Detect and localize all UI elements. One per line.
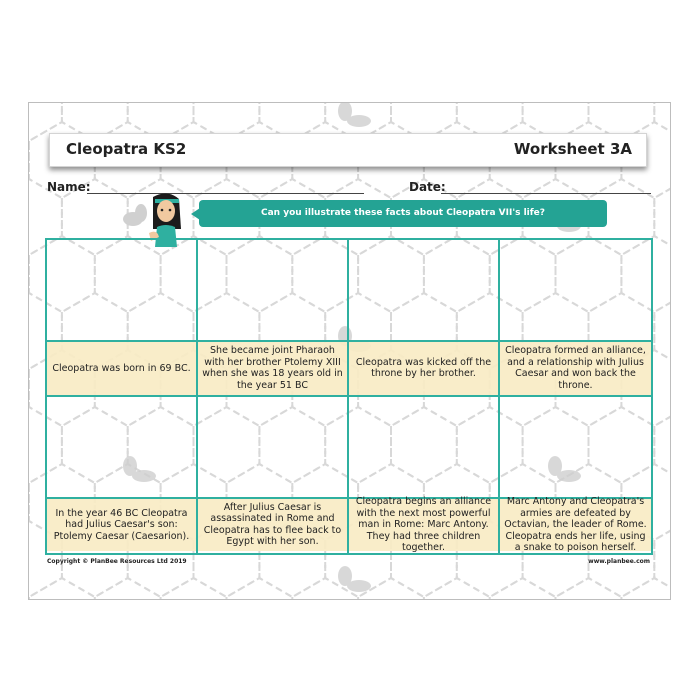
bee-watermark-icon — [338, 103, 371, 127]
drawing-area[interactable] — [349, 240, 498, 340]
drawing-area[interactable] — [198, 397, 347, 497]
fact-cell — [198, 397, 349, 554]
drawing-area[interactable] — [349, 397, 498, 497]
fact-cell — [349, 240, 500, 397]
worksheet-number: Worksheet 3A — [513, 140, 632, 158]
drawing-area[interactable] — [500, 397, 651, 497]
fact-cell — [198, 240, 349, 397]
fact-cell — [47, 240, 198, 397]
name-label: Name: — [47, 180, 91, 194]
website-text: www.planbee.com — [588, 558, 650, 565]
fact-text: Cleopatra begins an alliance with the next most powerful man in Rome: Marc Antony. They had three children together. — [349, 497, 498, 552]
fact-text: Cleopatra was born in 69 BC. — [47, 340, 196, 395]
date-field[interactable] — [441, 193, 651, 194]
fact-cell — [349, 397, 500, 554]
fact-cell — [47, 397, 198, 554]
question-text: Can you illustrate these facts about Cleopatra VII's life? — [260, 208, 545, 218]
fact-cell — [500, 397, 651, 554]
fact-text: Marc Antony and Cleopatra's armies are defeated by Octavian, the leader of Rome. Cleopatra ends her life, using a snake to poison herself. — [500, 497, 651, 552]
fact-text: After Julius Caesar is assassinated in Rome and Cleopatra has to flee back to Egypt with her son. — [198, 497, 347, 552]
worksheet-page — [28, 102, 671, 600]
drawing-area[interactable] — [500, 240, 651, 340]
worksheet-title: Cleopatra KS2 — [66, 140, 187, 158]
fact-text: Cleopatra formed an alliance, and a relationship with Julius Caesar and won back the throne. — [500, 340, 651, 395]
fact-text: Cleopatra was kicked off the throne by her brother. — [349, 340, 498, 395]
illustration-grid — [45, 238, 653, 555]
drawing-area[interactable] — [47, 397, 196, 497]
fact-text: In the year 46 BC Cleopatra had Julius Caesar's son: Ptolemy Caesar (Caesarion). — [47, 497, 196, 552]
fact-text: She became joint Pharaoh with her brother Ptolemy XIII when she was 18 years old in the year 51 BC — [198, 340, 347, 395]
date-label: Date: — [409, 180, 446, 194]
copyright-text: Copyright © PlanBee Resources Ltd 2019 — [47, 558, 187, 565]
title-bar — [49, 133, 647, 167]
fact-cell — [500, 240, 651, 397]
drawing-area[interactable] — [47, 240, 196, 340]
drawing-area[interactable] — [198, 240, 347, 340]
